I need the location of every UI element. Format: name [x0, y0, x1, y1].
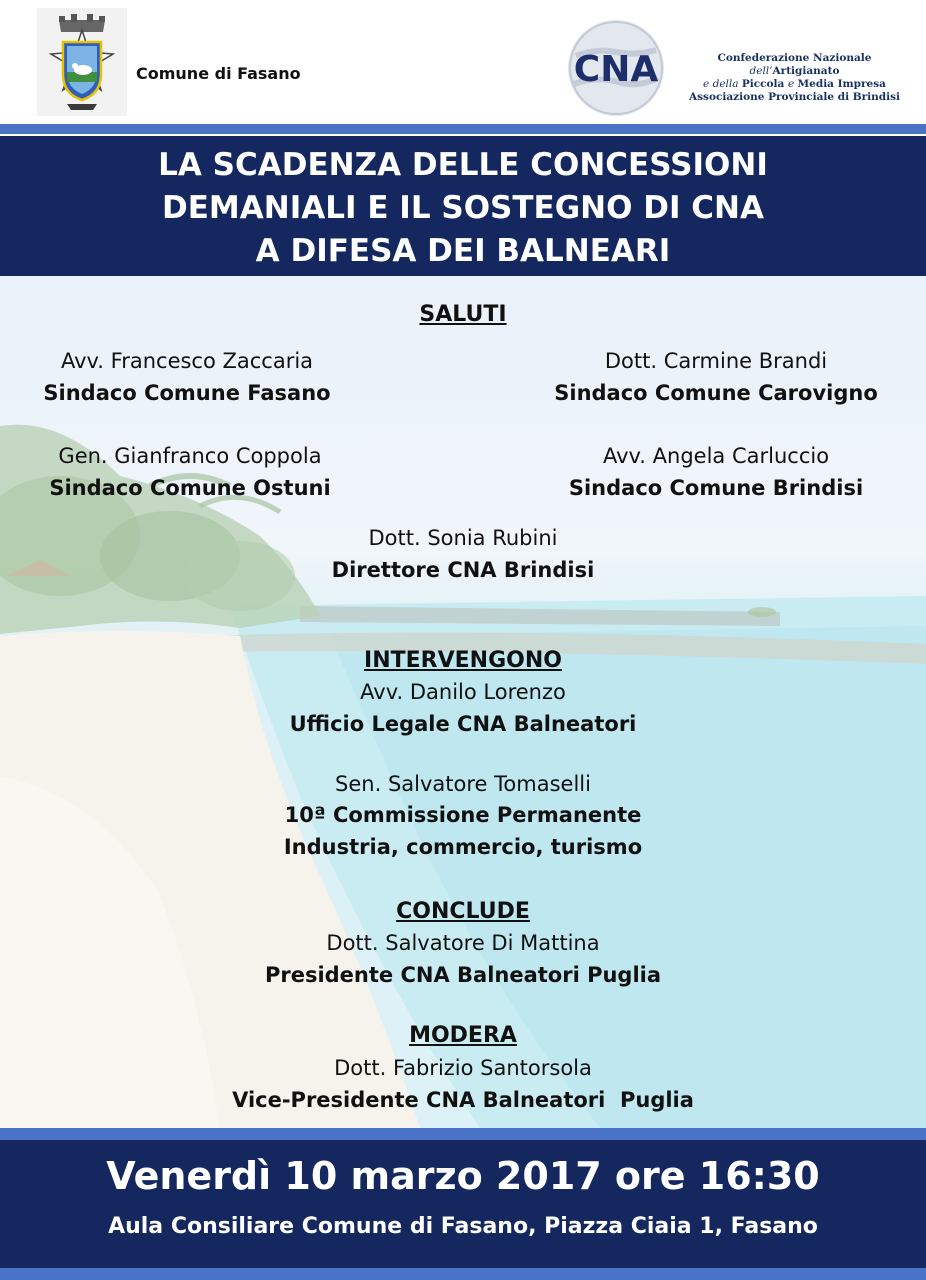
event-place: Aula Consiliare Comune di Fasano, Piazza Ciaia 1, Fasano: [108, 1214, 818, 1239]
speaker-name: Dott. Fabrizio Santorsola: [334, 1056, 592, 1080]
intervengono-heading: INTERVENGONO: [364, 648, 562, 673]
top-stripe: [0, 124, 926, 134]
speaker-role: Sindaco Comune Fasano: [43, 381, 331, 405]
header: [0, 0, 926, 124]
speaker-name: Sen. Salvatore Tomaselli: [335, 772, 591, 796]
speaker-role: Industria, commercio, turismo: [283, 835, 643, 859]
event-date: Venerdì 10 marzo 2017 ore 16:30: [106, 1154, 820, 1198]
conclude-heading: CONCLUDE: [396, 899, 530, 924]
speaker-role: Vice-Presidente CNA Balneatori Puglia: [232, 1088, 694, 1112]
speaker-role: Presidente CNA Balneatori Puglia: [264, 963, 662, 987]
speaker-role: Direttore CNA Brindisi: [331, 558, 595, 582]
cna-description: Confederazione Nazionale dell’Artigianato e della Piccola e Media Impresa Associazione Provinciale di Brindisi: [689, 52, 900, 103]
speaker-role: Sindaco Comune Carovigno: [554, 381, 878, 405]
speaker-role: 10ª Commissione Permanente: [284, 803, 642, 827]
cna-logo-icon: [566, 18, 666, 118]
event-title: [0, 136, 926, 276]
modera-heading: MODERA: [409, 1023, 517, 1048]
speaker-name: Avv. Francesco Zaccaria: [60, 349, 314, 373]
comune-name: Comune di Fasano: [136, 64, 301, 83]
footer-bottom-stripe: [0, 1268, 926, 1280]
speaker-name: Dott. Salvatore Di Mattina: [326, 931, 600, 955]
title-line-3: A DIFESA DEI BALNEARI: [255, 233, 671, 269]
footer: [0, 1140, 926, 1268]
speaker-role: Sindaco Comune Brindisi: [568, 476, 864, 500]
saluti-heading: SALUTI: [419, 302, 507, 327]
fasano-crest-icon: [37, 8, 127, 116]
speaker-role: Sindaco Comune Ostuni: [49, 476, 331, 500]
speaker-name: Avv. Angela Carluccio: [602, 444, 830, 468]
speaker-name: Gen. Gianfranco Coppola: [58, 444, 322, 468]
bottom-stripe: [0, 1128, 926, 1140]
title-line-2: DEMANIALI E IL SOSTEGNO DI CNA: [162, 190, 764, 226]
speaker-name: Dott. Carmine Brandi: [604, 349, 828, 373]
speaker-name: Avv. Danilo Lorenzo: [360, 680, 566, 704]
speaker-name: Dott. Sonia Rubini: [368, 526, 558, 550]
title-line-1: LA SCADENZA DELLE CONCESSIONI: [158, 147, 768, 183]
cna-logo-letters: CNA: [573, 49, 659, 90]
speaker-role: Ufficio Legale CNA Balneatori: [289, 712, 637, 736]
